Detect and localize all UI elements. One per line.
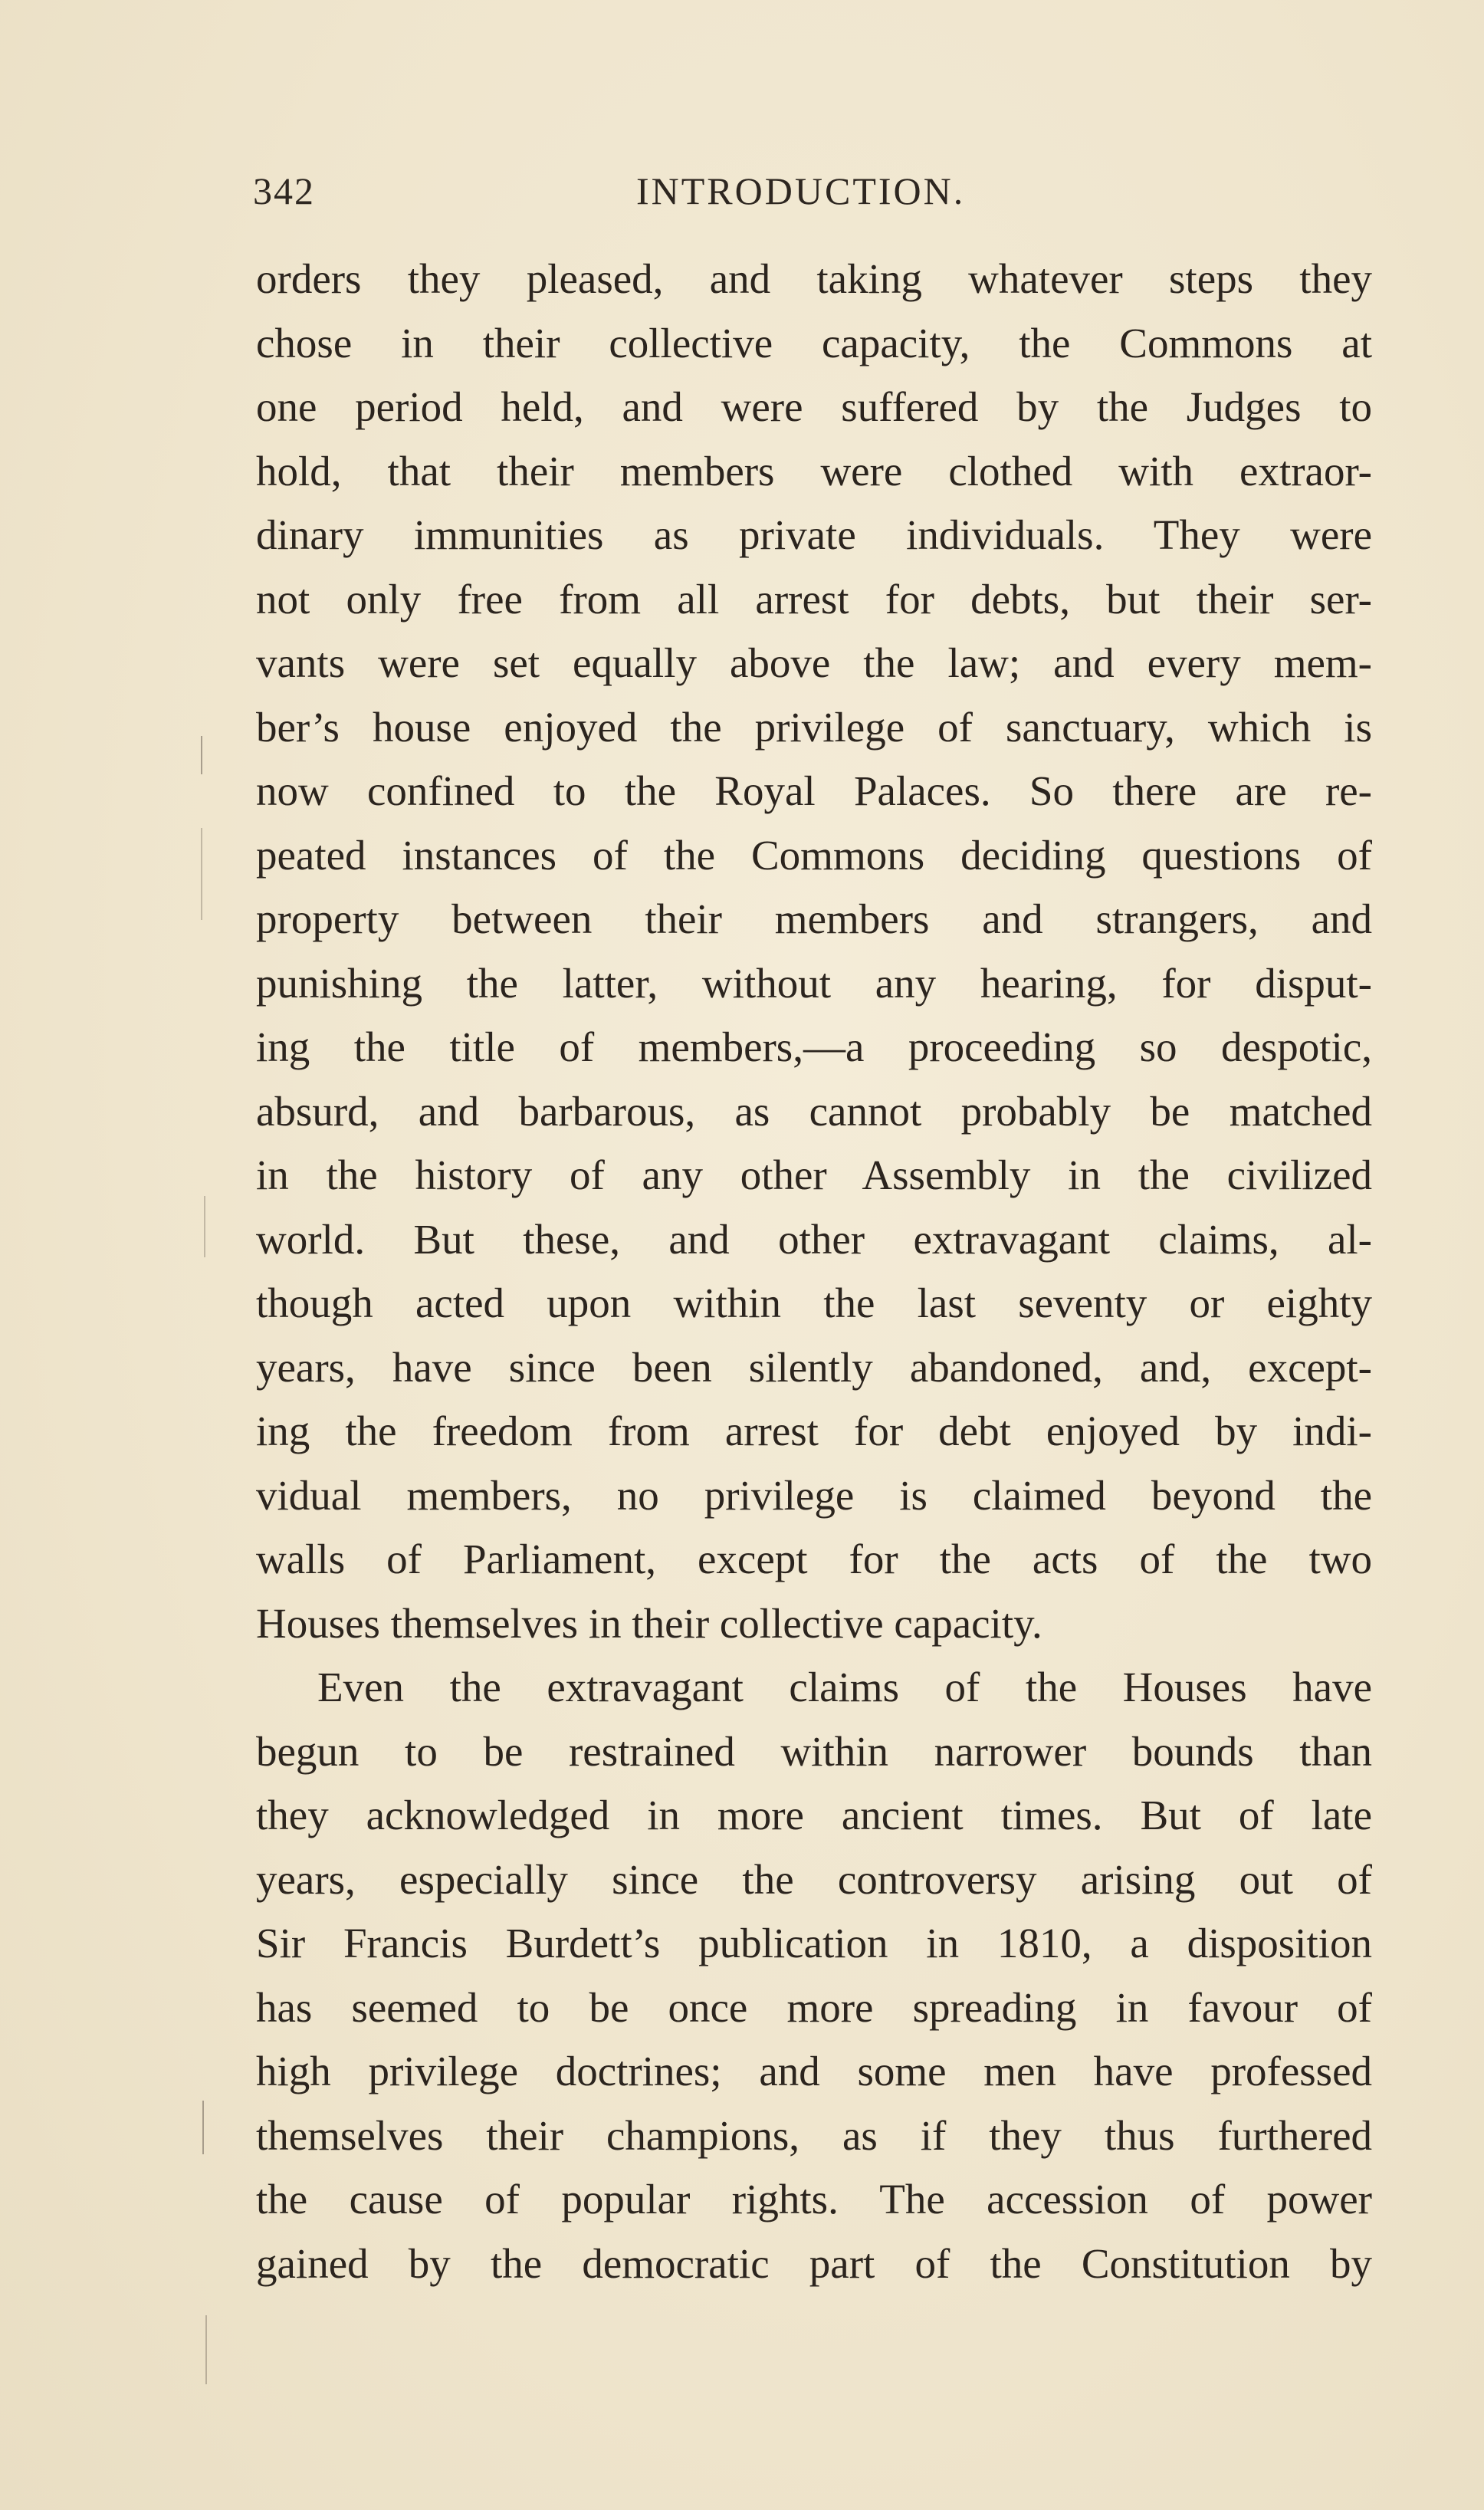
text-line: punishing the latter, without any hearing, for disput- [256,959,1372,1007]
body-text [256,247,1372,2295]
text-line: property between their members and strangers, and [256,895,1372,942]
text-line: chose in their collective capacity, the Commons at [256,319,1372,366]
text-line: ber’s house enjoyed the privilege of sanctuary, which is [256,703,1372,751]
text-line: not only free from all arrest for debts, but their ser- [256,575,1372,623]
text-line: now confined to the Royal Palaces. So there are re- [256,767,1372,814]
text-line: one period held, and were suffered by the Judges to [256,383,1372,430]
text-line: dinary immunities as private individuals. They were [256,511,1372,558]
text-line: Even the extravagant claims of the Houses have [317,1664,1372,1710]
text-line: vidual members, no privilege is claimed beyond the [256,1471,1372,1519]
text-line: Sir Francis Burdett’s publication in 1810, a disposition [256,1920,1372,1966]
text-line: they acknowledged in more ancient times. But of late [256,1792,1372,1838]
text-line: ing the freedom from arrest for debt enjoyed by indi- [256,1408,1372,1454]
text-line: begun to be restrained within narrower bounds than [256,1727,1372,1775]
text-line: gained by the democratic part of the Constitution by [256,2239,1372,2287]
text-line: absurd, and barbarous, as cannot probably be matched [256,1087,1372,1135]
margin-mark [202,2101,204,2154]
text-line: themselves their champions, as if they thus furthered [256,2111,1372,2159]
text-line: has seemed to be once more spreading in favour of [256,1983,1372,2031]
text-line: the cause of popular rights. The accession of power [256,2176,1372,2223]
text-line: years, especially since the controversy arising out of [256,1855,1372,1903]
text-line: in the history of any other Assembly in the civilized [256,1152,1372,1198]
margin-mark [201,828,202,920]
text-line: Houses themselves in their collective capacity. [256,1599,1042,1647]
margin-mark [204,1196,205,1257]
text-line: though acted upon within the last seventy or eighty [256,1280,1372,1326]
text-line: high privilege doctrines; and some men have professed [256,2048,1372,2094]
text-line: peated instances of the Commons deciding questions of [256,831,1372,879]
margin-mark [201,736,202,774]
page-header [253,169,989,222]
margin-mark [205,2315,207,2384]
running-head: INTRODUCTION. [636,169,966,212]
text-line: vants were set equally above the law; and every mem- [256,639,1372,686]
text-line: ing the title of members,—a proceeding so despotic, [256,1023,1372,1070]
text-line: orders they pleased, and taking whatever steps they [256,255,1372,302]
text-line: walls of Parliament, except for the acts of the two [256,1536,1372,1582]
text-line: world. But these, and other extravagant claims, al- [256,1215,1372,1263]
page-number: 342 [253,169,315,212]
text-line: hold, that their members were clothed with extraor- [256,447,1372,494]
text-line: years, have since been silently abandoned, and, except- [256,1343,1372,1391]
